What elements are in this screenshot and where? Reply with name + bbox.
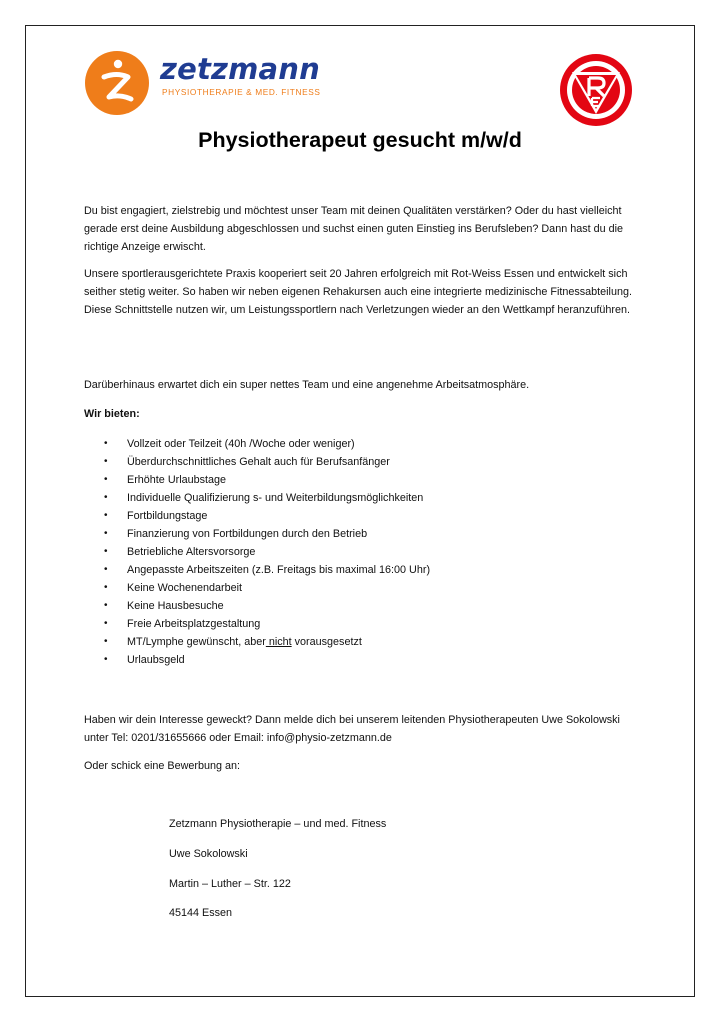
- list-item: [84, 453, 430, 471]
- bullet-icon: •: [104, 654, 108, 665]
- benefit-text: Freie Arbeitsplatzgestaltung: [127, 618, 261, 630]
- offers-heading: Wir bieten:: [84, 408, 140, 420]
- team-paragraph: Darüberhinaus erwartet dich ein super nettes Team und eine angenehme Arbeitsatmosphäre.: [84, 379, 530, 391]
- benefit-text: Überdurchschnittliches Gehalt auch für Berufsanfänger: [127, 456, 390, 468]
- bullet-icon: •: [104, 636, 108, 647]
- address-company: Zetzmann Physiotherapie – und med. Fitness: [169, 818, 387, 830]
- practice-paragraph: Unsere sportlerausgerichtete Praxis kooperiert seit 20 Jahren erfolgreich mit Rot-Weiss Essen und entwickelt sich seither stetig weiter. So haben wir neben eigenen Rehakursen auch eine integrierte medizinische Fitnessabteilung. Diese Schnittstelle nutzen wir, um Leistungssportlern nach Verletzungen wieder an den Wettkampf heranzuführen.: [84, 268, 632, 316]
- application-intro: Oder schick eine Bewerbung an:: [84, 760, 241, 772]
- benefit-text: Erhöhte Urlaubstage: [127, 474, 227, 486]
- zetzmann-logo-mark-icon: [84, 50, 150, 116]
- list-item: [84, 525, 430, 543]
- list-item: [84, 471, 430, 489]
- benefit-text: Betriebliche Altersvorsorge: [127, 546, 256, 558]
- benefit-text: Fortbildungstage: [127, 510, 208, 522]
- bullet-icon: •: [104, 582, 108, 593]
- zetzmann-logo: [84, 50, 324, 116]
- list-item: [84, 543, 430, 561]
- list-item: [84, 651, 430, 669]
- benefit-text: Urlaubsgeld: [127, 654, 185, 666]
- address-street: Martin – Luther – Str. 122: [169, 878, 291, 890]
- bullet-icon: •: [104, 528, 108, 539]
- bullet-icon: •: [104, 492, 108, 503]
- intro-paragraph: Du bist engagiert, zielstrebig und möchtest unser Team mit deinen Qualitäten verstärken? Oder du hast vielleicht gerade erst deine Ausbildung abgeschlossen und suchst einen guten Einstieg ins Berufsleben? Dann hast du die richtige Anzeige erwischt.: [84, 205, 624, 253]
- benefit-text: Finanzierung von Fortbildungen durch den Betrieb: [127, 528, 368, 540]
- page-title: Physiotherapeut gesucht m/w/d: [198, 128, 522, 152]
- list-item: [84, 489, 430, 507]
- benefits-list: [84, 435, 430, 669]
- list-item: [84, 579, 430, 597]
- bullet-icon: •: [104, 510, 108, 521]
- bullet-icon: •: [104, 456, 108, 467]
- address-person: Uwe Sokolowski: [169, 848, 248, 860]
- list-item: [84, 597, 430, 615]
- benefit-text: Keine Hausbesuche: [127, 600, 224, 612]
- benefit-text: Individuelle Qualifizierung s- und Weiterbildungsmöglichkeiten: [127, 492, 424, 504]
- benefit-text: Vollzeit oder Teilzeit (40h /Woche oder weniger): [127, 438, 355, 450]
- benefit-text: MT/Lymphe gewünscht, aber: [127, 636, 266, 648]
- rot-weiss-essen-logo-icon: [558, 52, 634, 128]
- bullet-icon: •: [104, 546, 108, 557]
- benefit-text-tail: vorausgesetzt: [291, 636, 362, 648]
- list-item: [84, 561, 430, 579]
- contact-paragraph: Haben wir dein Interesse geweckt? Dann melde dich bei unserem leitenden Physiotherapeuten Uwe Sokolowski unter Tel: 0201/31655666 oder Email: info@physio-zetzmann.de: [84, 714, 620, 744]
- bullet-icon: •: [104, 618, 108, 629]
- list-item: [84, 615, 430, 633]
- benefit-text: Keine Wochenendarbeit: [127, 582, 243, 594]
- brand-name: zetzmann: [160, 52, 320, 86]
- brand-tagline: PHYSIOTHERAPIE & MED. FITNESS: [162, 87, 321, 97]
- benefit-underlined-text: nicht: [265, 636, 292, 648]
- bullet-icon: •: [104, 564, 108, 575]
- address-city: 45144 Essen: [169, 907, 233, 919]
- bullet-icon: •: [104, 438, 108, 449]
- list-item: [84, 435, 430, 453]
- bullet-icon: •: [104, 600, 108, 611]
- benefit-text: Angepasste Arbeitszeiten (z.B. Freitags bis maximal 16:00 Uhr): [127, 564, 431, 576]
- list-item: [84, 633, 430, 651]
- list-item: [84, 507, 430, 525]
- bullet-icon: •: [104, 474, 108, 485]
